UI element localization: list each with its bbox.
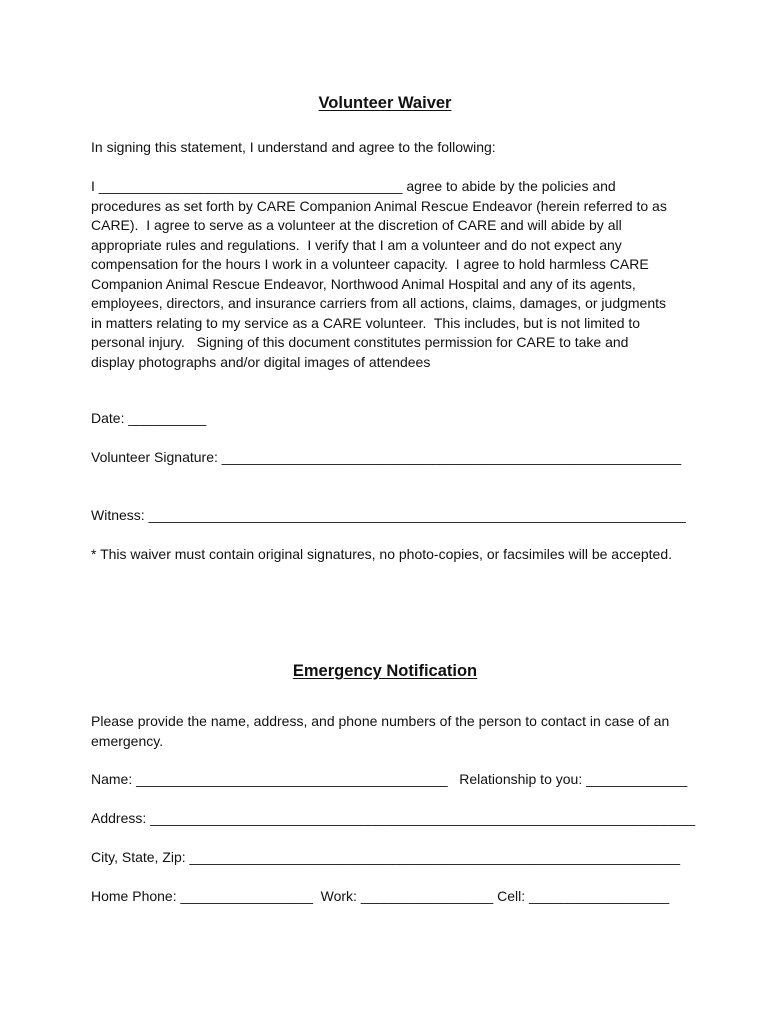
- waiver-body-line: personal injury. Signing of this document constitutes permission for CARE to take and: [91, 334, 629, 350]
- emergency-intro-line: Please provide the name, address, and phone numbers of the person to contact in case of an: [91, 713, 670, 729]
- waiver-body-line: Companion Animal Rescue Endeavor, Northwood Animal Hospital and any of its agents,: [91, 275, 636, 292]
- waiver-body-line: display photographs and/or digital images of attendees: [91, 353, 431, 370]
- date-field[interactable]: Date: __________: [91, 410, 207, 426]
- waiver-body-line: CARE). I agree to serve as a volunteer at the discretion of CARE and will abide by all: [91, 217, 622, 233]
- waiver-body-line: I _______________________________________ agree to abide by the policies and: [91, 178, 616, 194]
- waiver-title: Volunteer Waiver: [318, 94, 452, 112]
- contact-address-field[interactable]: Address: ______________________________________________________________________: [91, 810, 696, 826]
- waiver-body-line: appropriate rules and regulations. I verify that I am a volunteer and do not expect any: [91, 236, 622, 253]
- contact-name-field[interactable]: Name: ________________________________________ Relationship to you: _____________: [91, 771, 688, 787]
- waiver-body-line: compensation for the hours I work in a volunteer capacity. I agree to hold harmless CARE: [91, 256, 649, 272]
- waiver-body: [91, 177, 691, 372]
- waiver-intro: In signing this statement, I understand and agree to the following:: [91, 139, 496, 155]
- waiver-note: * This waiver must contain original signatures, no photo-copies, or facsimiles will be accepted.: [91, 546, 673, 562]
- contact-city-state-zip-field[interactable]: City, State, Zip: _______________________________________________________________: [91, 849, 681, 865]
- witness-field[interactable]: Witness: _____________________________________________________________________: [91, 507, 686, 523]
- emergency-title: Emergency Notification: [292, 662, 478, 680]
- emergency-intro-line: emergency.: [91, 732, 164, 749]
- emergency-intro: [91, 712, 691, 751]
- waiver-body-line: employees, directors, and insurance carriers from all actions, claims, damages, or judgments: [91, 295, 667, 311]
- waiver-body-line: procedures as set forth by CARE Companion Animal Rescue Endeavor (herein referred to as: [91, 197, 667, 214]
- volunteer-signature-field[interactable]: Volunteer Signature: ___________________________________________________________: [91, 449, 682, 465]
- contact-phone-fields[interactable]: Home Phone: _________________ Work: _________________ Cell: __________________: [91, 888, 670, 904]
- waiver-body-line: in matters relating to my service as a CARE volunteer. This includes, but is not limited to: [91, 314, 641, 331]
